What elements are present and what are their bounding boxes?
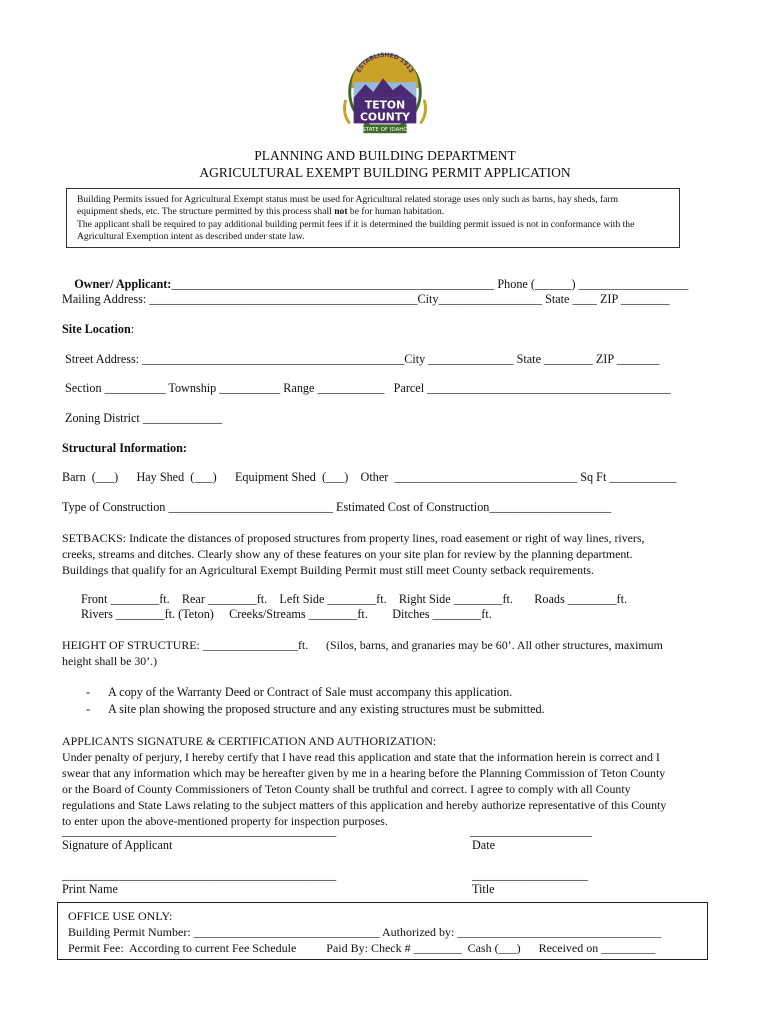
office-fee-row[interactable]: Permit Fee: According to current Fee Schedule Paid By: Check # ________ Cash (___) Received on _________ xyxy=(68,941,656,955)
notice-line-2 xyxy=(77,206,669,218)
site-location-colon: : xyxy=(130,322,135,336)
street-address-row[interactable]: Street Address: ___________________________________________City ______________ State ________ ZIP _______ xyxy=(65,352,660,366)
title-field[interactable]: ___________________ xyxy=(472,868,588,882)
notice-box xyxy=(66,188,680,248)
height-line-2: height shall be 30’.) xyxy=(62,654,158,668)
height-paragraph[interactable] xyxy=(62,637,663,669)
setbacks-line-2: creeks, streams and ditches. Clearly show any of these features on your site plan for review by the planning department. xyxy=(62,547,633,561)
certification-line-3: or the Board of County Commissioners of Teton County shall be truthful and correct. I agree to comply with all County xyxy=(62,782,631,796)
notice-line-2-start: equipment sheds, etc. The structure permitted by this process shall xyxy=(77,206,335,218)
setbacks-line-3: Buildings that qualify for an Agricultural Exempt Building Permit must still meet County setback requirements. xyxy=(62,563,595,577)
certification-title: APPLICANTS SIGNATURE & CERTIFICATION AND AUTHORIZATION: xyxy=(62,734,437,748)
setbacks-row-1[interactable]: Front ________ft. Rear ________ft. Left Side ________ft. Right Side ________ft. Roads ________ft. xyxy=(81,592,628,606)
date-field[interactable]: ____________________ xyxy=(470,824,592,838)
owner-applicant-field[interactable]: _____________________________________________________ Phone (______) __________________ xyxy=(171,277,689,291)
office-use-box xyxy=(57,902,708,960)
requirement-item xyxy=(86,685,90,700)
title-label: Title xyxy=(472,882,495,896)
office-permit-number-row[interactable]: Building Permit Number: _______________________________ Authorized by: __________________________________ xyxy=(68,925,662,939)
signature-field[interactable]: _____________________________________________ xyxy=(62,824,337,838)
department-heading: PLANNING AND BUILDING DEPARTMENT xyxy=(254,148,516,163)
office-use-title: OFFICE USE ONLY: xyxy=(68,909,173,923)
structural-information-heading: Structural Information: xyxy=(62,441,187,455)
certification-paragraph xyxy=(62,733,666,829)
owner-applicant-label: Owner/ Applicant: xyxy=(74,277,172,291)
construction-type-row[interactable]: Type of Construction ___________________________ Estimated Cost of Construction____________________ xyxy=(62,500,612,514)
setbacks-paragraph xyxy=(62,530,645,578)
certification-line-4: regulations and State Laws relating to the subject matters of this application and hereby authorize representative of this County xyxy=(62,798,667,812)
logo-arc-text: ESTABLISHED 1913 xyxy=(356,52,414,75)
requirement-item xyxy=(86,702,90,717)
section-township-range-row[interactable]: Section __________ Township __________ Range ___________ Parcel ________________________________________ xyxy=(65,381,671,395)
notice-line-4: Agricultural Exemption intent as described under state law. xyxy=(77,230,305,242)
logo-banner: STATE OF IDAHO xyxy=(362,127,408,134)
list-dash: - xyxy=(86,702,91,716)
setbacks-row-2[interactable]: Rivers ________ft. (Teton) Creeks/Streams ________ft. Ditches ________ft. xyxy=(81,607,492,621)
certification-line-1: Under penalty of perjury, I hereby certify that I have read this application and state that the information herein is correct and I xyxy=(62,750,660,764)
structure-type-row[interactable]: Barn (___) Hay Shed (___) Equipment Shed (___) Other ______________________________ Sq Ft ___________ xyxy=(62,470,677,484)
certification-line-2: swear that any information which may be hereafter given by me in a hearing before the Planning Commission of Teton County xyxy=(62,766,666,780)
zoning-district-row[interactable]: Zoning District _____________ xyxy=(65,411,223,425)
site-location-label: Site Location xyxy=(62,322,131,336)
site-location-heading xyxy=(62,322,134,337)
date-label: Date xyxy=(472,838,496,852)
height-line-1[interactable]: HEIGHT OF STRUCTURE: ________________ft. (Silos, barns, and granaries may be 60’. All other structures, maximum xyxy=(62,638,663,652)
notice-line-2-emphasis: not xyxy=(334,206,348,218)
logo-name-line2: COUNTY xyxy=(360,110,410,124)
notice-line-2-end: be for human habitation. xyxy=(347,206,445,218)
print-name-label: Print Name xyxy=(62,882,118,896)
notice-line-3: The applicant shall be required to pay additional building permit fees if it is determined the building permit issued is not in conformance with the xyxy=(77,218,635,230)
certification-line-5: to enter upon the above-mentioned property for inspection purposes. xyxy=(62,814,388,828)
form-title: AGRICULTURAL EXEMPT BUILDING PERMIT APPLICATION xyxy=(199,165,571,180)
print-name-field[interactable]: _____________________________________________ xyxy=(62,868,337,882)
list-dash: - xyxy=(86,685,91,699)
signature-label: Signature of Applicant xyxy=(62,838,173,852)
mailing-address-row[interactable]: Mailing Address: ____________________________________________City_________________ State ____ ZIP ________ xyxy=(62,292,670,306)
requirement-text: A site plan showing the proposed structure and any existing structures must be submitted. xyxy=(108,702,545,716)
teton-county-logo xyxy=(336,44,434,144)
requirement-text: A copy of the Warranty Deed or Contract of Sale must accompany this application. xyxy=(108,685,513,699)
logo-name-line1: TETON xyxy=(364,98,406,112)
setbacks-line-1: SETBACKS: Indicate the distances of proposed structures from property lines, road easement or right of way lines, rivers, xyxy=(62,531,645,545)
notice-line-1: Building Permits issued for Agricultural Exempt status must be used for Agricultural related storage uses only such as barns, hay sheds, farm xyxy=(77,194,619,205)
